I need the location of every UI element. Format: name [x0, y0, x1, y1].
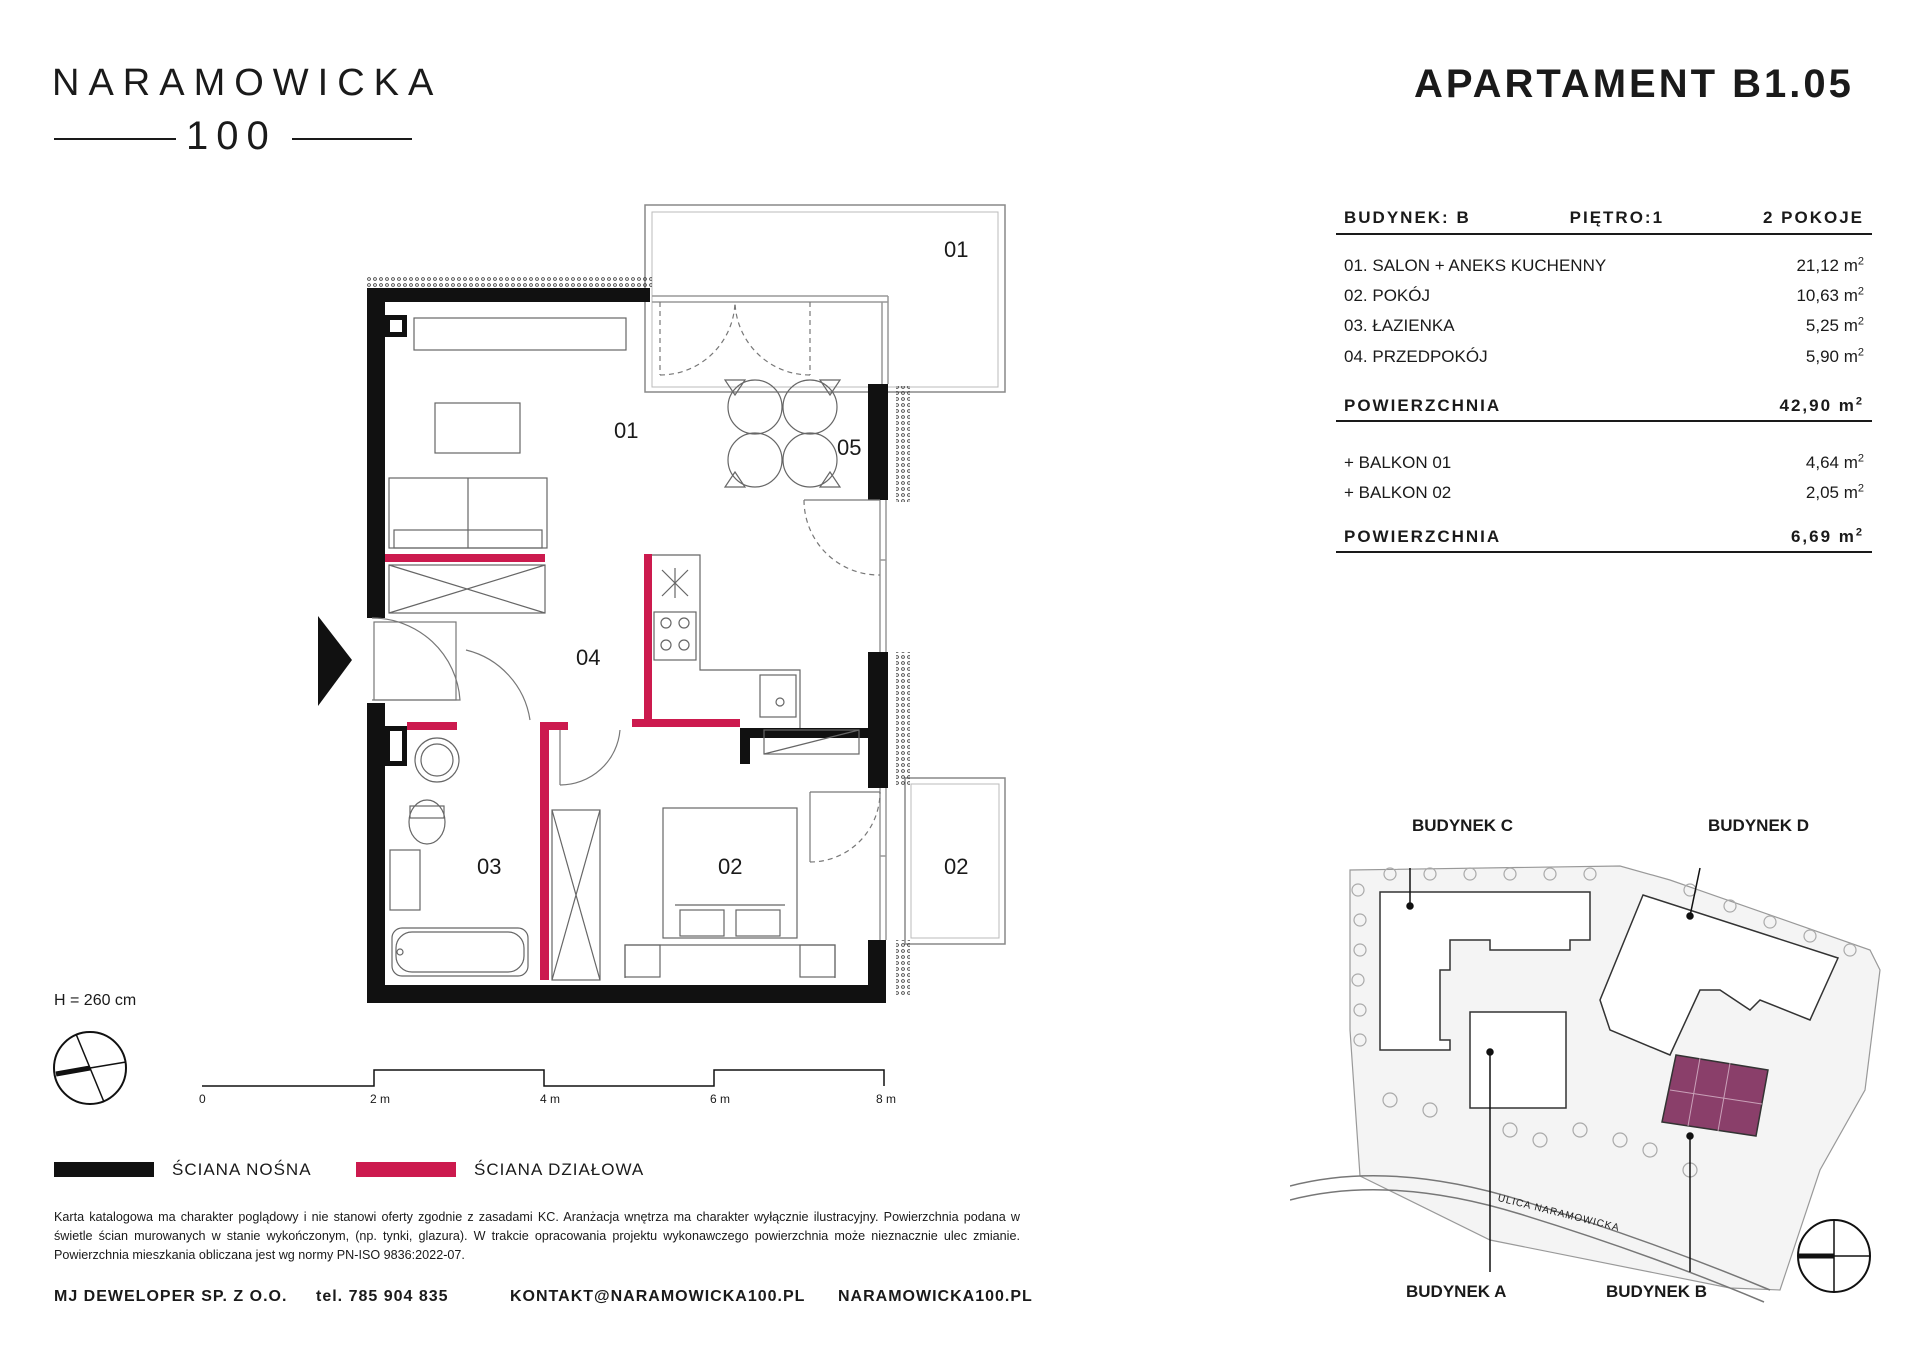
entrance-arrow-icon [318, 616, 352, 706]
building-a [1470, 1012, 1566, 1108]
room-label-04: 04 [576, 645, 601, 670]
map-street-label: ULICA NARAMOWICKA [1496, 1192, 1621, 1235]
scale-label: 4 m [540, 1092, 561, 1106]
legend-swatch-partition [356, 1162, 456, 1177]
company-name: MJ DEWELOPER SP. Z O.O. [54, 1288, 288, 1305]
map-label-building-b: BUDYNEK B [1606, 1282, 1708, 1301]
disclaimer-text: Karta katalogowa ma charakter poglądowy i nie stanowi oferty zgodnie z zasadami KC. Aranżacja wnętrza ma charakter wyłącznie ilustracyjny. Powierzchnia podana w świetle ścian murowanych w stanie wykończonym, (np. tynki, glazura). W trakcie opracowania projektu wykonawczego powierzchnia może nieznacznie ulec zmianie. Powierzchnia mieszkania obliczana jest wg normy PN-ISO 9836:2022-07. [54, 1210, 1020, 1262]
website-link[interactable]: NARAMOWICKA100.PL [838, 1288, 1033, 1305]
scale-bar [200, 1066, 900, 1090]
logo-number: 100 [186, 114, 277, 158]
shaft-2-inner [390, 731, 402, 761]
balcony-label: + BALKON 01 [1344, 453, 1452, 472]
apartment-title: APARTAMENT B1.05 [1414, 62, 1854, 106]
floor-label: PIĘTRO:1 [1569, 208, 1665, 227]
room-label-03: 03 [477, 854, 502, 879]
scale-label: 8 m [876, 1092, 897, 1106]
room-label: 03. ŁAZIENKA [1344, 316, 1455, 335]
insulation-top [367, 276, 652, 288]
insulation-right-bottom [896, 940, 910, 996]
balcony-label-02: 02 [944, 854, 969, 879]
map-label-building-a: BUDYNEK A [1406, 1282, 1507, 1301]
site-compass-icon [1796, 1218, 1876, 1298]
room-area: 5,90 $m^2$ [1805, 346, 1864, 366]
building-label: BUDYNEK: B [1344, 208, 1471, 227]
balcony-area: 2,05 $m^2$ [1805, 482, 1864, 502]
balcony-label-01: 01 [944, 237, 969, 262]
map-label-building-d: BUDYNEK D [1708, 816, 1810, 835]
room-label-05: 05 [837, 435, 862, 460]
balcony-total-area: 6,69 $m^2$ [1790, 526, 1864, 546]
phone-link[interactable]: tel. 785 904 835 [316, 1288, 449, 1305]
ceiling-height: H = 260 cm [54, 992, 137, 1009]
logo-name: NARAMOWICKA [52, 62, 443, 104]
balcony-area: 4,64 $m^2$ [1805, 452, 1864, 472]
door-swings [660, 302, 880, 862]
rooms-count-label: 2 POKOJE [1762, 208, 1864, 227]
scale-label: 6 m [710, 1092, 731, 1106]
insulation-right-upper [896, 386, 910, 502]
balcony-total-label: POWIERZCHNIA [1344, 527, 1502, 546]
compass-icon [52, 1030, 132, 1110]
total-area: 42,90 $m^2$ [1779, 395, 1864, 415]
balcony-label: + BALKON 02 [1344, 483, 1452, 502]
insulation-right-lower [896, 652, 910, 786]
map-label-building-c: BUDYNEK C [1412, 816, 1514, 835]
load-bearing-walls [367, 288, 888, 1003]
room-label-02: 02 [718, 854, 743, 879]
scale-label: 2 m [370, 1092, 391, 1106]
legend-label-partition: ŚCIANA DZIAŁOWA [474, 1160, 645, 1179]
partition-walls [385, 554, 743, 980]
room-label: 02. POKÓJ [1344, 286, 1430, 305]
room-area: 5,25 $m^2$ [1805, 315, 1864, 335]
scale-label: 0 [199, 1092, 206, 1106]
total-label: POWIERZCHNIA [1344, 396, 1502, 415]
room-label-01: 01 [614, 418, 639, 443]
room-label: 01. SALON + ANEKS KUCHENNY [1344, 256, 1607, 275]
room-area: 10,63 $m^2$ [1796, 285, 1864, 305]
email-link[interactable]: KONTAKT@NARAMOWICKA100.PL [510, 1288, 806, 1305]
legend-label-load-bearing: ŚCIANA NOŚNA [172, 1160, 312, 1179]
room-label: 04. PRZEDPOKÓJ [1344, 347, 1488, 366]
balcony-01 [645, 205, 1005, 392]
legend-swatch-load-bearing [54, 1162, 154, 1177]
building-b-highlight [1662, 1055, 1768, 1136]
room-area: 21,12 $m^2$ [1796, 255, 1864, 275]
shaft [390, 320, 402, 332]
